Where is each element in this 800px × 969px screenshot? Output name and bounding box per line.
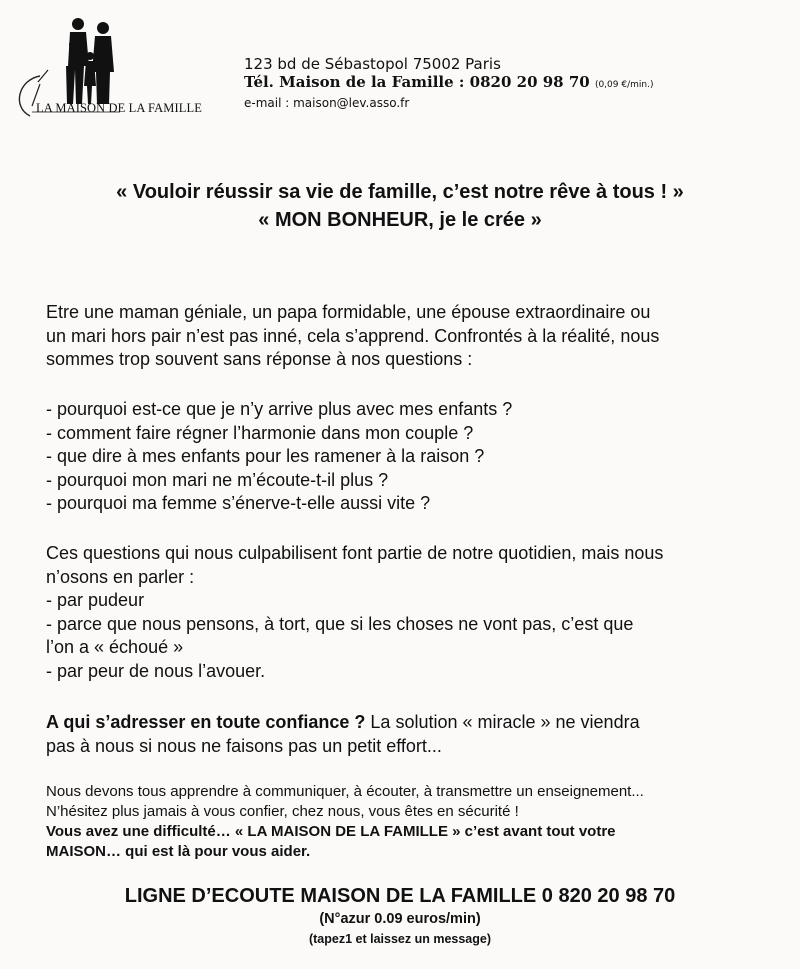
intro-line: un mari hors pair n’est pas inné, cela s’apprend. Confrontés à la réalité, nous <box>46 325 660 346</box>
phone-line <box>244 73 653 94</box>
address: 123 bd de Sébastopol 75002 Paris <box>244 55 501 73</box>
confidence-rest: La solution « miracle » ne viendra <box>365 712 640 732</box>
hotline-rate: (N°azur 0.09 euros/min) <box>319 911 481 927</box>
headline-line-2: « MON BONHEUR, je le crée » <box>258 209 542 231</box>
closing-line-3: Vous avez une difficulté… « LA MAISON DE LA FAMILLE » c’est avant tout votre <box>46 823 616 840</box>
organization-logo <box>10 12 202 124</box>
confidence-line-1 <box>46 711 786 735</box>
confidence-question: A qui s’adresser en toute confiance ? <box>46 712 366 732</box>
closing-line-4: MAISON… qui est là pour vous aider. <box>46 843 311 860</box>
causes-line: - parce que nous pensons, à tort, que si les choses ne vont pas, c’est que <box>46 613 634 634</box>
list-item: - pourquoi est-ce que je n’y arrive plus avec mes enfants ? <box>46 399 513 419</box>
list-item: - que dire à mes enfants pour les ramener à la raison ? <box>46 446 485 466</box>
causes-paragraph <box>46 542 786 683</box>
phone-rate: (0,09 €/min.) <box>594 80 654 90</box>
intro-line: Etre une maman géniale, un papa formidable, une épouse extraordinaire ou <box>46 302 651 322</box>
list-item: - comment faire régner l’harmonie dans mon couple ? <box>46 422 474 443</box>
headline-line-1: « Vouloir réussir sa vie de famille, c’est notre rêve à tous ! » <box>116 181 684 203</box>
phone-label: Tél. Maison de la Famille : 0820 20 98 70 <box>244 73 590 91</box>
causes-line: - par peur de nous l’avouer. <box>46 660 266 681</box>
closing-paragraph <box>46 782 791 862</box>
closing-line-1: Nous devons tous apprendre à communiquer, à écouter, à transmettre un enseignement... <box>46 783 644 800</box>
causes-line: n’osons en parler : <box>46 566 195 587</box>
logo-text: LA MAISON DE LA FAMILLE <box>36 101 202 115</box>
confidence-paragraph <box>46 711 786 758</box>
causes-line: Ces questions qui nous culpabilisent font partie de notre quotidien, mais nous <box>46 543 664 563</box>
intro-paragraph <box>46 301 786 372</box>
contact-block <box>244 55 653 112</box>
confidence-line-2: pas à nous si nous ne faisons pas un petit effort... <box>46 735 442 756</box>
intro-line: sommes trop souvent sans réponse à nos questions : <box>46 349 473 369</box>
questions-list <box>46 398 786 516</box>
email-line: e-mail : maison@lev.asso.fr <box>244 96 410 110</box>
causes-line: l’on a « échoué » <box>46 637 184 657</box>
hotline-instructions: (tapez1 et laissez un message) <box>308 932 492 946</box>
list-item: - pourquoi mon mari ne m’écoute-t-il plus ? <box>46 469 389 490</box>
closing-line-2: N’hésitez plus jamais à vous confier, chez nous, vous êtes en sécurité ! <box>46 803 519 820</box>
hotline-title: LIGNE D’ECOUTE MAISON DE LA FAMILLE 0 820 20 98 70 <box>124 885 676 907</box>
list-item: - pourquoi ma femme s’énerve-t-elle aussi vite ? <box>46 493 431 513</box>
causes-line: - par pudeur <box>46 590 145 610</box>
headline <box>0 178 800 234</box>
